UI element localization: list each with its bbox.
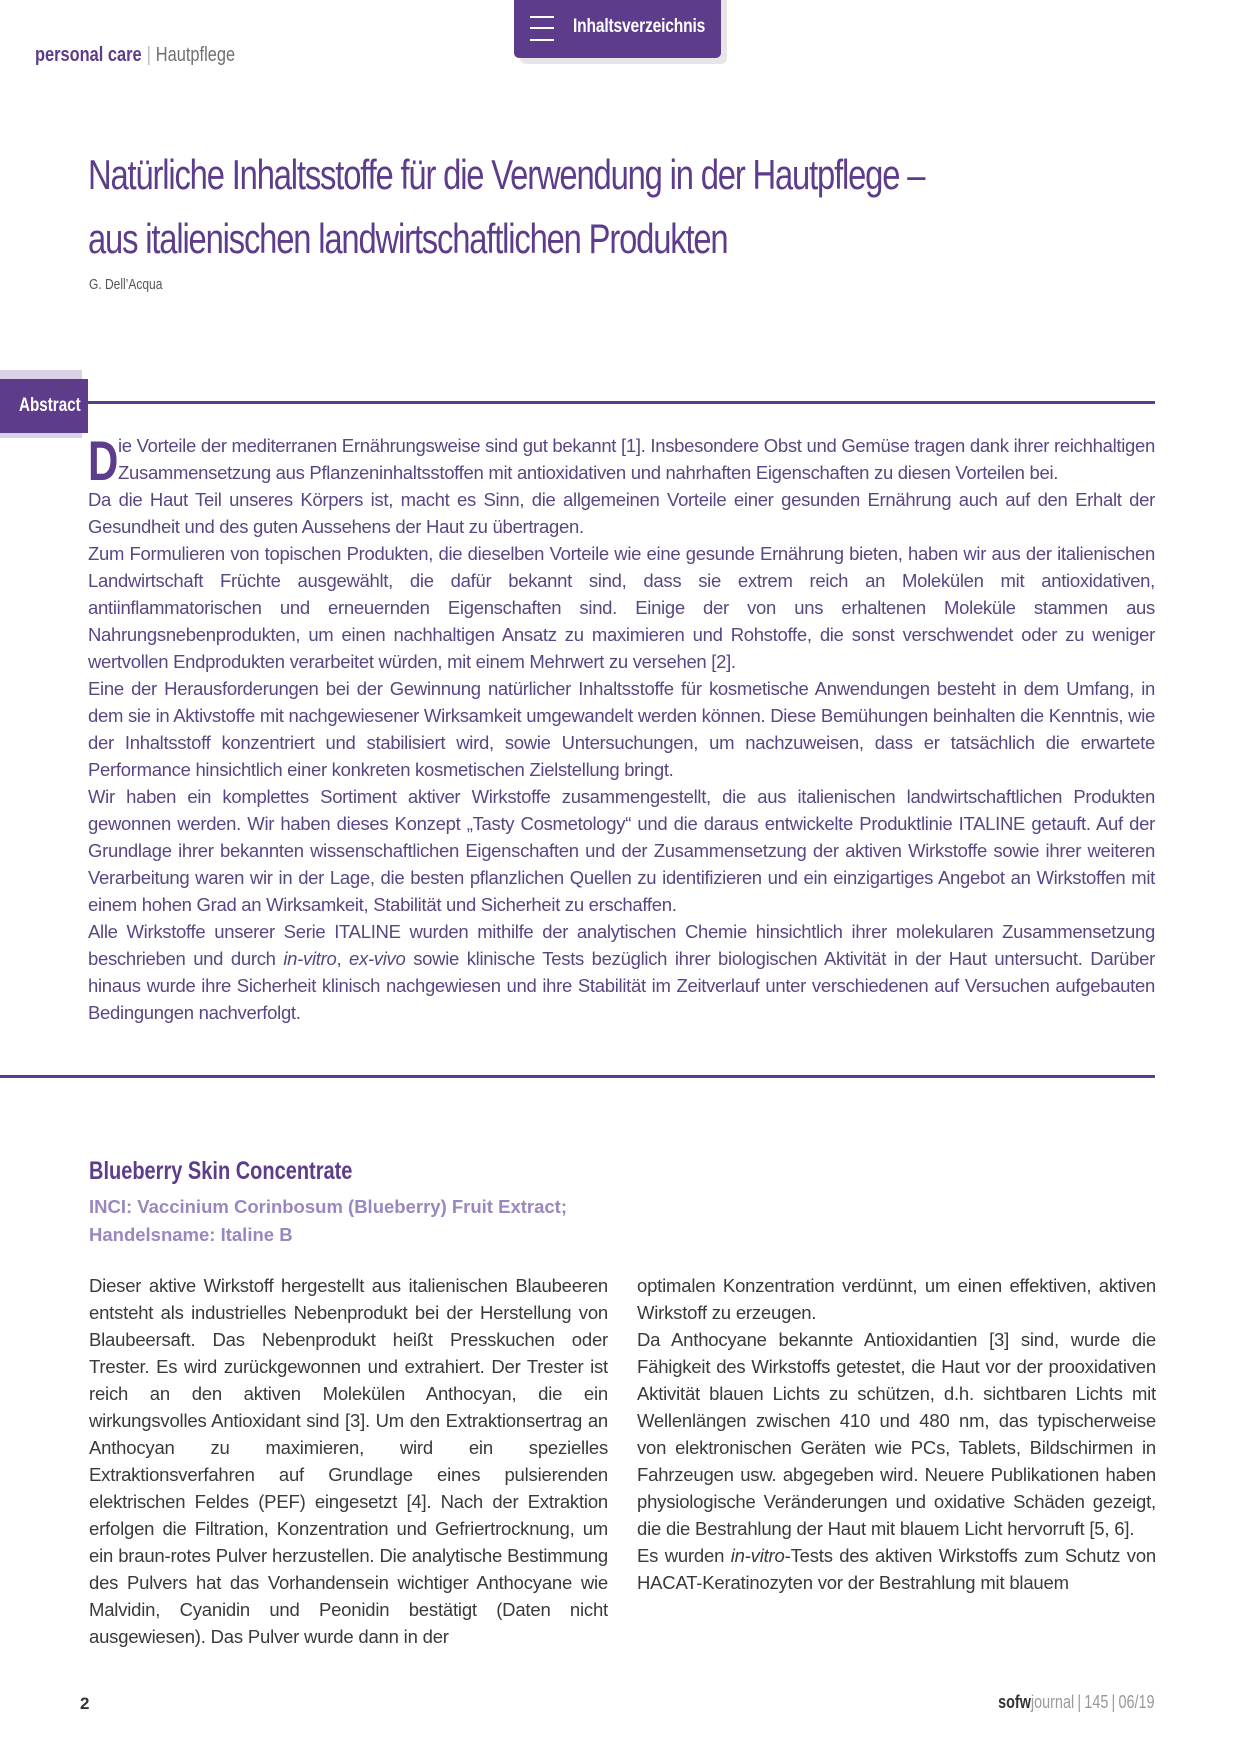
journal-brand-light: journal [1031,1692,1075,1712]
right-column [637,1272,1156,1596]
inci-line: INCI: Vaccinium Corinbosum (Blueberry) Fruit Extract; [89,1196,567,1217]
page-number: 2 [80,1694,90,1713]
menu-icon [530,16,554,42]
abstract-top-divider [88,401,1155,404]
abstract-paragraph: Die Vorteile der mediterranen Ernährungsweise sind gut bekannt [1]. Insbesondere Obst und Gemüse tragen dank ihrer reichhaltigen Zusammensetzung aus Pflanzeninhaltsstoffen mit antioxidativen und nahrhaften Eigenschaften zu diesen Vorteilen bei. [88,429,1155,492]
table-of-contents-button[interactable] [514,0,721,58]
journal-date: 06/19 [1118,1692,1155,1712]
section-separator: | [146,44,151,66]
abstract-label-tab [0,379,88,433]
body-paragraph: Es wurden in-vitro-Tests des aktiven Wirkstoffs zum Schutz von HACAT-Keratinozyten vor der Bestrahlung mit blauem [637,1545,1157,1593]
body-paragraph: Da Anthocyane bekannte Antioxidantien [3] sind, wurde die Fähigkeit des Wirkstoffs getestet, die Haut vor der prooxidativen Aktivität blauen Lichts zu schützen, d.h. sichtbaren Lichts mit Wellenlängen zwischen 410 und 480 nm, das typischerweise von elektronischen Geräten wie PCs, Tablets, Bildschirmen in Fahrzeugen usw. abgegeben wird. Neuere Publikationen haben physiologische Veränderungen und oxidative Schäden gezeigt, die die Bestrahlung der Haut mit blauem Licht hervorruft [5, 6]. [637,1329,1156,1539]
inci-info [89,1193,567,1249]
journal-brand-bold: sofw [998,1692,1032,1712]
abstract-body [88,429,1156,1026]
abstract-paragraph: Eine der Herausforderungen bei der Gewinnung natürlicher Inhaltsstoffe für kosmetische Anwendungen besteht in dem Umfang, in dem sie in Aktivstoffe mit nachgewiesener Wirksamkeit umgewandelt werden können. Diese Bemühungen beinhalten die Kenntnis, wie der Inhaltsstoff konzentriert und stabilisiert wird, sowie Untersuchungen, um nachzuweisen, dass er tatsächlich die erwartete Performance hinsichtlich einer konkreten kosmetischen Zielstellung bringt. [88,678,1155,780]
abstract-paragraph: Da die Haut Teil unseres Körpers ist, macht es Sinn, die allgemeinen Vorteile einer gesunden Ernährung auch auf den Erhalt der Gesundheit und des guten Aussehens der Haut zu übertragen. [88,489,1155,537]
article-title [88,143,946,271]
toc-button-label: Inhaltsverzeichnis [573,16,706,37]
trade-name-line: Handelsname: Italine B [89,1224,293,1245]
abstract-paragraph: Alle Wirkstoffe unserer Serie ITALINE wurden mithilfe der analytischen Chemie hinsichtlich ihrer molekularen Zusammensetzung beschrieben und durch in-vitro, ex-vivo sowie klinische Tests bezüglich ihrer biologischen Aktivität in der Haut untersucht. Darüber hinaus wurde ihre Sicherheit klinisch nachgewiesen und ihre Stabilität im Zeitverlauf unter verschiedenen auf Versuchen aufgebauten Bedingungen nachverfolgt. [88,921,1156,1023]
section-heading: Blueberry Skin Concentrate [89,1157,353,1185]
section-subcategory: Hautpflege [155,44,236,66]
section-breadcrumb [35,44,235,67]
abstract-paragraph: Zum Formulieren von topischen Produkten, die dieselben Vorteile wie eine gesunde Ernährung bieten, haben wir aus der italienischen Landwirtschaft Früchte ausgewählt, die dafür bekannt sind, dass sie extrem reich an Molekülen mit antioxidativen, antiinflammatorischen und erneuernden Eigenschaften sind. Einige der von uns erhaltenen Moleküle stammen aus Nahrungsnebenprodukten, um einen nachhaltigen Ansatz zu maximieren und Rohstoffe, die sonst verschwendet oder zu weniger wertvollen Endprodukten verarbeitet würden, mit einem Mehrwert zu versehen [2]. [88,543,1155,672]
abstract-paragraph: Wir haben ein komplettes Sortiment aktiver Wirkstoffe zusammengestellt, die aus italienischen landwirtschaftlichen Produkten gewonnen werden. Wir haben dieses Konzept „Tasty Cosmetology“ und die daraus entwickelte Produktlinie ITALINE getauft. Auf der Grundlage ihrer bekannten wissenschaftlichen Eigenschaften und der Zusammensetzung der aktiven Wirkstoffe sowie ihrer weiteren Verarbeitung waren wir in der Lage, die besten pflanzlichen Quellen zu identifizieren und ein einzigartiges Angebot an Wirkstoffen mit einem hohen Grad an Wirksamkeit, Stabilität und Sicherheit zu erschaffen. [88,786,1155,915]
drop-cap: D [88,429,119,492]
journal-footer: sofwjournal | 145 | 06/19 [998,1692,1155,1712]
article-author: G. Dell’Acqua [89,276,163,293]
body-paragraph: optimalen Konzentration verdünnt, um einen effektiven, aktiven Wirkstoff zu erzeugen. [637,1275,1156,1323]
body-paragraph: Dieser aktive Wirkstoff hergestellt aus italienischen Blaubeeren entsteht als industrielles Nebenprodukt bei der Herstellung von Blaubeersaft. Das Nebenprodukt heißt Presskuchen oder Trester. Es wird zurückgewonnen und extrahiert. Der Trester ist reich an den aktiven Molekülen Anthocyan, die ein wirkungsvolles Antioxidant sind [3]. Um den Extraktionsertrag an Anthocyan zu maximieren, wird ein spezielles Extraktionsverfahren auf Grundlage eines pulsierenden elektrischen Feldes (PEF) eingesetzt [4]. Nach der Extraktion erfolgen die Filtration, Konzentration und Gefriertrocknung, um ein braun-rotes Pulver herzustellen. Die analytische Bestimmung des Pulvers hat das Vorhandensein wichtiger Anthocyane wie Malvidin, Cyanidin und Peonidin bestätigt (Daten nicht ausgewiesen). Das Pulver wurde dann in der [89,1275,608,1647]
section-category: personal care [35,44,142,66]
abstract-label: Abstract [19,395,81,416]
title-line-2: aus italienischen landwirtschaftlichen Produkten [88,215,728,262]
left-column [89,1272,608,1650]
title-line-1: Natürliche Inhaltsstoffe für die Verwendung in der Hautpflege – [88,151,925,198]
journal-issue: 145 [1084,1692,1109,1712]
abstract-bottom-divider [0,1075,1155,1078]
